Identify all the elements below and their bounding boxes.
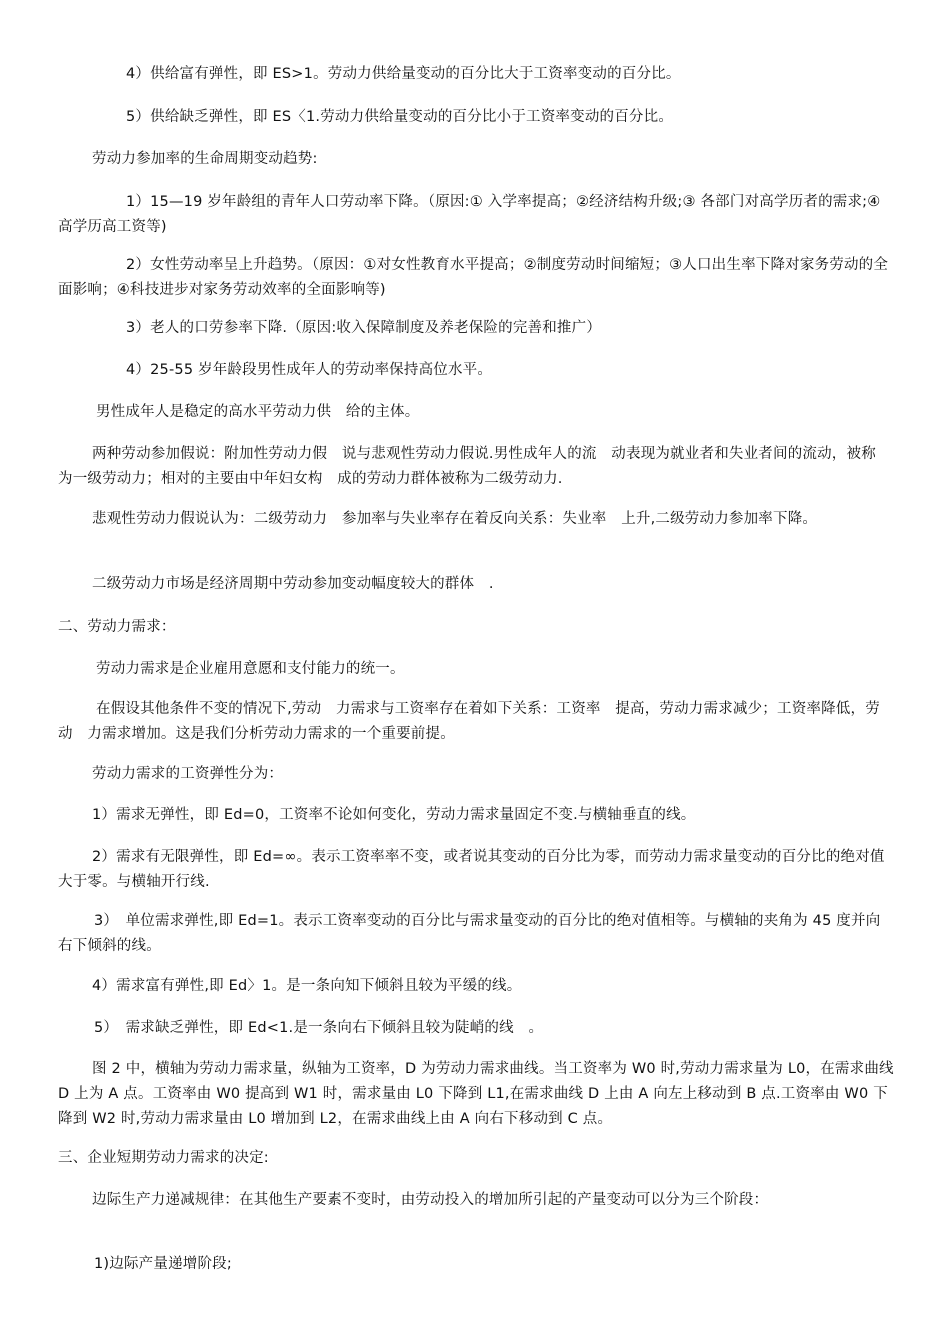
paragraph-demand-wage-relation: 在假设其他条件不变的情况下,劳动 力需求与工资率存在着如下关系：工资率 提高，劳动力需求减少；工资率降低，劳动 力需求增加。这是我们分析劳动力需求的一个重要前提。 <box>58 701 880 742</box>
section-heading-short-term-demand: 三、企业短期劳动力需求的决定: <box>58 1150 269 1166</box>
paragraph-youth-participation: 1）15—19 岁年龄组的青年人口劳动率下降。（原因:① 入学率提高；②经济结构升级;③ 各部门对高学历者的需求;④ 高学历高工资等) <box>58 194 881 235</box>
paragraph-demand-unit-elastic: 3） 单位需求弹性,即 Ed=1。表示工资率变动的百分比与需求量变动的百分比的绝对值相等。与横轴的夹角为 45 度并向右下倾斜的线。 <box>58 913 881 954</box>
paragraph-supply-inelastic: 5）供给缺乏弹性，即 ES〈1.劳动力供给量变动的百分比小于工资率变动的百分比。 <box>126 109 674 125</box>
paragraph-two-hypotheses: 两种劳动参加假说：附加性劳动力假 说与悲观性劳动力假说.男性成年人的流 动表现为就业者和失业者间的流动，被称 为一级劳动力；相对的主要由中年妇女构 成的劳动力群体被称为二级劳动力. <box>58 446 891 487</box>
paragraph-elderly-participation: 3）老人的口劳参率下降.（原因:收入保障制度及养老保险的完善和推广） <box>126 320 602 336</box>
paragraph-secondary-market: 二级劳动力市场是经济周期中劳动参加变动幅度较大的群体 . <box>92 576 494 592</box>
paragraph-increasing-marginal-stage: 1)边际产量递增阶段; <box>94 1256 232 1272</box>
paragraph-demand-inelastic: 1）需求无弹性，即 Ed=0，工资率不论如何变化，劳动力需求量固定不变.与横轴垂直的线。 <box>92 807 696 823</box>
paragraph-lifecycle-heading: 劳动力参加率的生命周期变动趋势: <box>92 151 318 167</box>
section-heading-labor-demand: 二、劳动力需求： <box>58 619 176 635</box>
paragraph-demand-elasticity-heading: 劳动力需求的工资弹性分为： <box>92 766 284 782</box>
paragraph-pessimistic-hypothesis: 悲观性劳动力假说认为：二级劳动力 参加率与失业率存在着反向关系：失业率 上升,二级劳动力参加率下降。 <box>92 511 818 527</box>
paragraph-male-main-supply: 男性成年人是稳定的高水平劳动力供 给的主体。 <box>96 404 420 420</box>
paragraph-female-participation: 2）女性劳动率呈上升趋势。（原因：①对女性教育水平提高；②制度劳动时间缩短；③人口出生率下降对家务劳动的全面影响；④科技进步对家务劳动效率的全面影响等) <box>58 257 889 298</box>
paragraph-demand-infinite-elastic: 2）需求有无限弹性，即 Ed=∞。表示工资率率不变，或者说其变动的百分比为零，而劳动力需求量变动的百分比的绝对值大于零。与横轴开行线. <box>58 849 885 890</box>
paragraph-diminishing-returns: 边际生产力递减规律：在其他生产要素不变时，由劳动投入的增加所引起的产量变动可以分为三个阶段： <box>92 1192 769 1208</box>
paragraph-demand-definition: 劳动力需求是企业雇用意愿和支付能力的统一。 <box>96 661 405 677</box>
paragraph-demand-lack-elastic: 5） 需求缺乏弹性，即 Ed<1.是一条向右下倾斜且较为陡峭的线 。 <box>94 1020 544 1036</box>
paragraph-demand-rich-elastic: 4）需求富有弹性,即 Ed〉1。是一条向知下倾斜且较为平缓的线。 <box>92 978 522 994</box>
paragraph-adult-male-participation: 4）25-55 岁年龄段男性成年人的劳动率保持高位水平。 <box>126 362 493 378</box>
paragraph-supply-elastic: 4）供给富有弹性，即 ES>1。劳动力供给量变动的百分比大于工资率变动的百分比。 <box>126 66 681 82</box>
paragraph-figure2-description: 图 2 中，横轴为劳动力需求量，纵轴为工资率，D 为劳动力需求曲线。当工资率为 W0 时,劳动力需求量为 L0，在需求曲线 D 上为 A 点。工资率由 W0 提高到 W1 时，需求量由 L0 下降到 L1,在需求曲线 D 上由 A 向左上移动到 B 点.工资率由 W0 下降到 W2 时,劳动力需求量由 L0 增加到 L2，在需求曲线上由 A 向右下移动到 C 点。 <box>58 1061 894 1127</box>
